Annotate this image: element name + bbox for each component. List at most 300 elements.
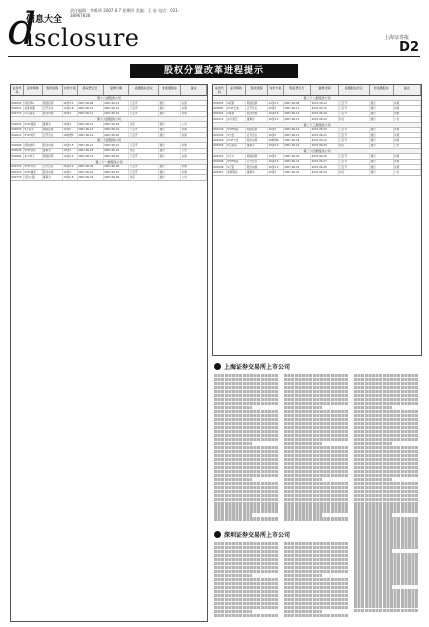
table-cell: 待定 — [129, 122, 159, 126]
table-cell: 已召开 — [129, 128, 159, 132]
text-line — [284, 558, 348, 561]
sz-notice-header — [214, 530, 290, 539]
table-cell: 通过 — [370, 112, 394, 116]
table-cell: 通过 — [370, 154, 394, 158]
table-cell: 通过 — [159, 143, 181, 147]
text-line — [214, 458, 278, 461]
table-cell: 已召开 — [129, 170, 159, 174]
table-cell: 股改实施 — [43, 143, 63, 147]
text-line — [214, 550, 278, 553]
text-line — [354, 609, 418, 612]
text-line — [354, 414, 418, 417]
table-cell: 2007-06-27 — [311, 160, 338, 164]
table-cell: 实施 — [394, 165, 421, 169]
text-line — [284, 614, 348, 617]
table-cell: 通过 — [159, 170, 181, 174]
table-cell: 实施 — [181, 106, 207, 110]
table-cell: 2007-06-22 — [311, 138, 338, 142]
table-cell: 600296 — [213, 165, 227, 169]
table-cell: 已召开 — [129, 101, 159, 105]
table-cell: 美菱电器 — [24, 106, 43, 110]
table-cell: 10送2.5 — [268, 101, 284, 105]
sh-notice-text-col3 — [354, 374, 418, 614]
text-line — [354, 438, 418, 441]
text-line — [354, 605, 418, 608]
table-cell: 10送2.6 — [268, 160, 284, 164]
table-cell: 董事会 — [246, 170, 268, 174]
text-line — [354, 509, 418, 512]
table-cell: 10送3 — [268, 170, 284, 174]
table-cell: 2007-06-21 — [284, 160, 311, 164]
table-cell: 召开会议 — [246, 160, 268, 164]
table-cell: 深纺织A — [24, 101, 43, 105]
table-cell: 实施 — [394, 112, 421, 116]
table-cell: 2007-06-21 — [104, 143, 130, 147]
table-cell: 2007-06-08 — [284, 101, 311, 105]
table-cell: S*ST国瓷 — [227, 160, 247, 164]
text-line — [284, 426, 348, 429]
table-cell: 通过 — [159, 112, 181, 116]
table-row — [213, 170, 421, 175]
table-cell: 2007-06-13 — [78, 128, 104, 132]
text-line — [214, 602, 278, 605]
table-cell: 董事会 — [43, 122, 63, 126]
table-cell: 通过 — [370, 106, 394, 110]
table-cell: 2007-06-21 — [78, 170, 104, 174]
text-line — [354, 418, 418, 421]
table-cell: 通过 — [370, 138, 394, 142]
text-line — [284, 550, 348, 553]
table-cell: 2007-06-18 — [284, 138, 311, 142]
table-cell: 实施 — [181, 143, 207, 147]
text-line — [214, 578, 278, 581]
table-cell: 2007-06-22 — [78, 175, 104, 179]
table-cell: 10送3 — [63, 122, 78, 126]
text-line — [284, 494, 348, 497]
table-cell: 2007-06-18 — [104, 122, 130, 126]
table-cell: 公告 — [181, 122, 207, 126]
text-line — [214, 442, 252, 445]
table-cell: 2007-06-26 — [311, 154, 338, 158]
table-cell: S*ST九发 — [227, 138, 247, 142]
text-line — [354, 565, 418, 568]
table-cell: 10送3 — [268, 133, 284, 137]
text-line — [214, 398, 278, 401]
table-cell: 600357 — [213, 170, 227, 174]
table-cell: 通过 — [370, 144, 394, 148]
text-line — [354, 597, 418, 600]
table-cell: 2007-06-14 — [78, 133, 104, 137]
table-cell: 已召开 — [129, 112, 159, 116]
table-cell: 通过 — [159, 154, 181, 158]
text-line — [214, 570, 278, 573]
table-cell: 2007-06-26 — [104, 165, 130, 169]
text-line — [214, 590, 278, 593]
text-line — [284, 542, 348, 545]
text-line — [214, 542, 278, 545]
table-cell: 待定 — [129, 175, 159, 179]
table-cell: 2007-06-22 — [104, 149, 130, 153]
text-line — [284, 554, 348, 557]
table-header-row — [11, 85, 207, 96]
text-line — [284, 374, 348, 377]
masthead — [0, 0, 429, 58]
table-cell: 600115 — [213, 117, 227, 121]
table-cell: S宁窑 — [227, 133, 247, 137]
table-cell: 2007-06-28 — [104, 175, 130, 179]
text-line — [354, 478, 392, 481]
text-line — [354, 410, 418, 413]
column-header: 备注 — [394, 85, 421, 95]
table-cell: 2007-06-18 — [311, 112, 338, 116]
text-line — [214, 566, 278, 569]
text-line — [354, 426, 418, 429]
text-line — [354, 434, 418, 437]
table-cell: 2007-06-29 — [311, 170, 338, 174]
table-cell: 10送3.2 — [63, 165, 78, 169]
left-progress-table — [10, 84, 208, 622]
table-cell: 2007-06-25 — [104, 154, 130, 158]
table-cell: 公告 — [181, 149, 207, 153]
text-line — [214, 450, 278, 453]
text-line — [284, 430, 348, 433]
table-cell: 股改实施 — [43, 170, 63, 174]
table-cell: 2007-06-15 — [311, 106, 338, 110]
text-line — [214, 610, 252, 613]
table-section-title: 第十八批股改公司 — [11, 96, 207, 101]
table-cell: S*ST时代 — [24, 133, 43, 137]
text-line — [214, 586, 278, 589]
table-cell: 000533 — [11, 128, 24, 132]
table-cell: 2007-06-15 — [104, 112, 130, 116]
table-cell: 2007-06-10 — [78, 106, 104, 110]
table-cell: S*ST盛润 — [24, 122, 43, 126]
table-cell: 2007-06-19 — [284, 144, 311, 148]
text-line — [214, 513, 252, 516]
table-cell: 待定 — [339, 117, 370, 121]
text-line — [214, 558, 278, 561]
table-cell: S*ST长油 — [227, 106, 247, 110]
table-cell: 通过 — [159, 128, 181, 132]
text-line — [214, 434, 278, 437]
column-header: 证券简称 — [24, 85, 43, 95]
table-cell: S万家乐 — [24, 128, 43, 132]
sz-notice-text-col2 — [284, 542, 348, 620]
table-cell: 2007-06-28 — [311, 165, 338, 169]
table-cell: 董事会 — [43, 175, 63, 179]
sz-notice-text-col1 — [214, 542, 278, 620]
text-line — [284, 586, 348, 589]
text-line — [284, 606, 348, 609]
table-cell: 2007-06-19 — [104, 128, 130, 132]
text-line — [284, 470, 348, 473]
text-line — [214, 418, 278, 421]
column-header: 证券简称 — [227, 85, 247, 95]
table-cell: 2007-06-21 — [311, 133, 338, 137]
table-cell: 2007-06-11 — [78, 112, 104, 116]
text-line — [214, 614, 278, 617]
table-section-title: 第二十二批股改公司 — [213, 96, 421, 101]
text-line — [284, 546, 348, 549]
table-cell: 通过 — [370, 133, 394, 137]
text-line — [214, 554, 278, 557]
table-cell: 000676 — [11, 149, 24, 153]
text-line — [214, 382, 278, 385]
text-line — [284, 406, 322, 409]
table-cell: 实施 — [181, 101, 207, 105]
table-cell: 10送3.5 — [63, 101, 78, 105]
table-cell: 公告 — [394, 144, 421, 148]
table-row — [11, 175, 207, 180]
table-cell: 2007-06-27 — [104, 170, 130, 174]
text-line — [284, 398, 348, 401]
table-cell: 10送2.8 — [63, 106, 78, 110]
text-line — [354, 502, 418, 505]
table-cell: 10送2.5 — [63, 143, 78, 147]
table-cell: 10送2 — [63, 128, 78, 132]
table-cell: 已召开 — [129, 133, 159, 137]
table-cell: 召开会议 — [246, 106, 268, 110]
column-header: 股改进程 — [43, 85, 63, 95]
table-cell: 2007-06-12 — [78, 122, 104, 126]
text-line — [284, 462, 348, 465]
text-line — [354, 458, 418, 461]
table-cell: 实施 — [394, 106, 421, 110]
table-cell: 000611 — [11, 133, 24, 137]
table-cell: 10送3 — [268, 154, 284, 158]
text-line — [214, 474, 278, 477]
table-cell: 000521 — [11, 106, 24, 110]
column-header: 股权登记日 — [284, 85, 311, 95]
table-cell: 10送2.4 — [268, 144, 284, 148]
text-line — [354, 585, 392, 588]
table-cell: 待定 — [129, 149, 159, 153]
table-cell: 2007-06-25 — [311, 144, 338, 148]
text-line — [354, 533, 418, 536]
text-line — [214, 414, 278, 417]
text-line — [354, 398, 418, 401]
text-line — [354, 394, 418, 397]
text-line — [284, 590, 348, 593]
table-cell: 已召开 — [339, 106, 370, 110]
table-cell: 待定 — [339, 144, 370, 148]
text-line — [354, 482, 418, 485]
text-line — [214, 402, 278, 405]
column-header: 对价方案 — [63, 85, 78, 95]
table-cell: 2007-06-12 — [104, 101, 130, 105]
table-cell: 10送2.2 — [268, 165, 284, 169]
column-header: 复牌日期 — [311, 85, 338, 95]
table-cell: 10送3 — [268, 106, 284, 110]
logo-chinese-title: 信息大全 — [26, 15, 63, 25]
table-cell: 实施 — [394, 160, 421, 164]
table-cell: 实施 — [181, 133, 207, 137]
text-line — [214, 446, 278, 449]
text-line — [354, 470, 418, 473]
text-line — [214, 374, 278, 377]
text-line — [354, 561, 418, 564]
logo-letter: d — [8, 4, 37, 55]
text-line — [284, 450, 348, 453]
table-cell: 2007-06-20 — [78, 165, 104, 169]
text-line — [354, 593, 418, 596]
table-cell: 通过 — [159, 149, 181, 153]
table-cell: 2007-06-15 — [284, 133, 311, 137]
logo-wordmark: isclosure — [26, 24, 140, 52]
table-cell: 已召开 — [339, 154, 370, 158]
table-cell: 600180 — [213, 138, 227, 142]
text-line — [214, 482, 278, 485]
text-line — [214, 502, 278, 505]
text-line — [214, 594, 278, 597]
table-cell: 600102 — [213, 112, 227, 116]
table-cell: 已召开 — [339, 112, 370, 116]
table-cell: 000776 — [11, 175, 24, 179]
table-cell: 600165 — [213, 133, 227, 137]
text-line — [354, 466, 418, 469]
table-cell: 已召开 — [339, 101, 370, 105]
text-line — [214, 386, 278, 389]
table-cell: 2007-06-12 — [311, 101, 338, 105]
table-cell: S*ST思达 — [24, 149, 43, 153]
table-cell: 通过 — [159, 133, 181, 137]
text-line — [354, 521, 418, 524]
text-line — [354, 589, 418, 592]
column-header: 证券代码 — [213, 85, 227, 95]
table-cell: 通过 — [159, 101, 181, 105]
text-line — [214, 410, 278, 413]
table-cell: 股改实施 — [246, 165, 268, 169]
text-line — [214, 426, 278, 429]
text-line — [214, 422, 278, 425]
text-line — [214, 486, 278, 489]
table-cell: 实施 — [181, 170, 207, 174]
text-line — [284, 570, 348, 573]
text-line — [354, 474, 418, 477]
text-line — [214, 574, 252, 577]
table-cell: 2007-06-19 — [78, 154, 104, 158]
table-cell: 2007-06-22 — [284, 165, 311, 169]
text-line — [354, 462, 418, 465]
table-cell: 董事会 — [43, 149, 63, 153]
table-cell: 实施 — [394, 138, 421, 142]
text-line — [214, 378, 278, 381]
sh-notice-text-col2 — [284, 374, 348, 524]
text-line — [284, 602, 348, 605]
text-line — [354, 442, 392, 445]
text-line — [284, 505, 348, 508]
text-line — [284, 386, 348, 389]
masthead-meta: 责任编辑：李维珍 2007.6.7 星期四 美编：王 星 电话：021-38967838 — [70, 8, 180, 18]
text-line — [284, 566, 348, 569]
text-line — [354, 490, 418, 493]
table-section-title: 第二十一批股改公司 — [11, 160, 207, 165]
sh-notice-text-col1 — [214, 374, 278, 524]
text-line — [214, 390, 278, 393]
table-cell: 2007-06-20 — [104, 133, 130, 137]
table-cell: 2007-06-08 — [78, 101, 104, 105]
table-cell: 公告 — [181, 175, 207, 179]
table-cell: S*ST光华 — [24, 165, 43, 169]
table-cell: 10送2.2 — [63, 154, 78, 158]
table-cell: S兰铝 — [227, 165, 247, 169]
text-line — [284, 414, 348, 417]
text-line — [284, 422, 348, 425]
sh-notice-header — [214, 362, 290, 371]
table-cell: 通过 — [159, 165, 181, 169]
text-line — [214, 478, 252, 481]
table-cell: 10转增6 — [268, 138, 284, 142]
table-cell: 2007-06-11 — [284, 106, 311, 110]
text-line — [214, 505, 278, 508]
text-line — [284, 410, 348, 413]
text-line — [214, 454, 278, 457]
column-header: 非流通股东 — [370, 85, 394, 95]
text-line — [354, 577, 418, 580]
text-line — [214, 490, 278, 493]
text-line — [214, 438, 278, 441]
column-header: 备注 — [181, 85, 207, 95]
column-header: 证券代码 — [11, 85, 24, 95]
text-line — [354, 569, 418, 572]
table-cell: 延边公路 — [24, 175, 43, 179]
text-line — [354, 382, 418, 385]
table-cell: 600005 — [213, 101, 227, 105]
text-line — [354, 601, 418, 604]
table-cell: 通过 — [370, 160, 394, 164]
text-line — [354, 422, 418, 425]
table-cell: S*ST绵高 — [227, 128, 247, 132]
text-line — [284, 582, 348, 585]
text-line — [214, 430, 278, 433]
text-line — [214, 462, 278, 465]
text-line — [354, 386, 418, 389]
text-line — [284, 466, 348, 469]
table-cell: 实施 — [181, 154, 207, 158]
paper-name: 上海证券报 — [383, 35, 409, 41]
text-line — [354, 529, 418, 532]
text-line — [284, 446, 348, 449]
text-line — [354, 446, 418, 449]
text-line — [284, 486, 348, 489]
table-cell: 通过 — [159, 106, 181, 110]
table-cell: 召开会议 — [43, 165, 63, 169]
text-line — [354, 406, 392, 409]
sh-notice-title: 上海证券交易所上市公司 — [224, 364, 291, 371]
text-line — [214, 494, 278, 497]
table-cell: 网络投票 — [43, 101, 63, 105]
table-cell: 10送2 — [63, 170, 78, 174]
table-section-title: 第十九批股改公司 — [11, 117, 207, 122]
text-line — [214, 562, 278, 565]
bullet-icon — [214, 363, 221, 370]
table-cell: 已召开 — [339, 165, 370, 169]
text-line — [284, 517, 348, 520]
table-cell: 通过 — [159, 122, 181, 126]
masthead-rule — [8, 56, 420, 57]
table-cell: 股改实施 — [246, 138, 268, 142]
table-cell: 董事会 — [246, 144, 268, 148]
table-cell: 待定 — [339, 170, 370, 174]
table-cell: 10送2.6 — [63, 175, 78, 179]
text-line — [214, 606, 278, 609]
table-cell: S天方 — [227, 154, 247, 158]
table-cell: 600087 — [213, 106, 227, 110]
column-header: 非流通股东 — [159, 85, 181, 95]
text-line — [354, 553, 418, 556]
table-cell: 000715 — [11, 112, 24, 116]
table-cell: 公告 — [394, 170, 421, 174]
